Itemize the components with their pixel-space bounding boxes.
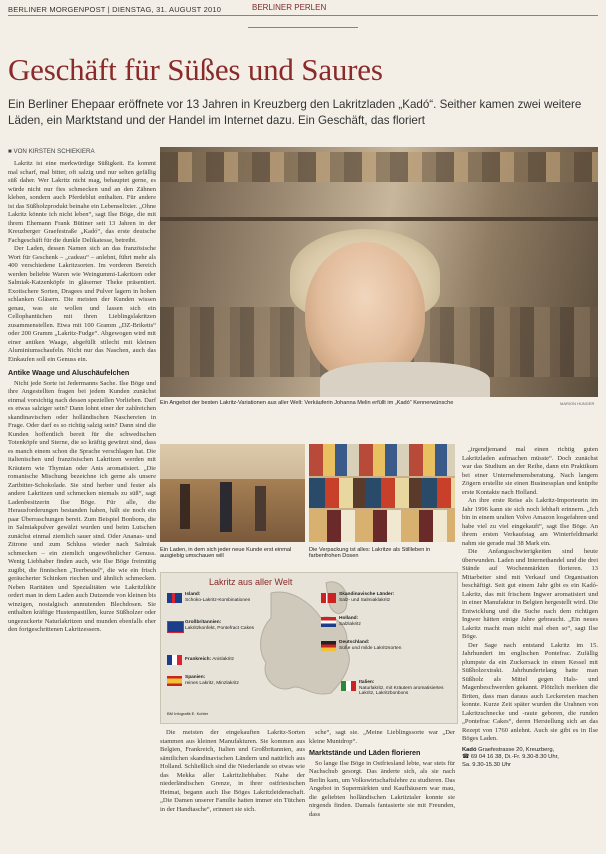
flag-germany-icon <box>321 641 336 651</box>
graphic-item-iceland: Island: Schoko-Lakritz-Kombinationen <box>185 592 251 603</box>
graphic-item-scandinavia: Skandinavische Länder: Salz- und Salmiaklakritz <box>339 592 395 603</box>
paragraph: Lakritz ist eine merkwürdige Süßigkeit. Es kommt mal scharf, mal bitter, oft salzig und nur selten gefällig süß daher. Wer Lakritz nicht mag, behauptet gerne, es würde nicht nur fies schmecken und an den Zähnen kleben, sondern auch Pferdeblut enthalten. Für andere ist das Süßholzprodukt beinahe ein Lebenselixier. „Ohne Lakritz könnte ich nicht leben“, sagt Ilse Böge, die mit ihrem Ehemann Frank Büttner seit 13 Jahren in der Kreuzberger Graefestraße „Kadó“, das erste deutsche Fachgeschäft für die dunkle Delikatesse, betreibt. <box>8 160 156 244</box>
graphic-item-germany: Deutschland: Süße und milde Lakritzsorten <box>339 640 402 651</box>
tins-photo-caption: Die Verpackung ist alles: Lakritze als Stillleben in farbenfrohen Dosen <box>309 547 431 559</box>
paragraph: So lange Ilse Böge in Ostfriesland lebte, war stets für Nachschub gesorgt. Das änderte sich, als sie nach Berlin kam, um Volkswirtschaftslehre zu studieren. Das Angebot in Supermärkten und Kaufhäusern war mau, die geliebten holländischen Lakritztaler konnte sie nirgends finden. Damals fantasierte sie mit Freunden, dass <box>309 759 455 818</box>
section-label: BERLINER PERLEN <box>252 3 327 12</box>
flag-iceland-icon <box>167 593 182 603</box>
paragraph: Die Anfangsschwierigkeiten sind heute überwunden. Laden und Internethandel und die drei Stände auf Wochenmärkten florieren. 13 Mitarbeiter sind mit Verkauf und Organisation beschäftigt. Seit gut einem Jahr gibt es ein Kadó-Lakritz, das mit frischem Ingwer aromatisiert und in einer Manufaktur in Belgien hergestellt wird. Die Entwicklung und die Suche nach dem richtigen Ingwer hätten einige Jahre gebraucht. „Ein neues Lakritz macht man nicht mal eben so“, sagt Ilse Böge. <box>462 548 598 640</box>
person-face <box>305 242 425 382</box>
paragraph: „irgendjemand mal einen richtig guten Lakritzladen aufmachen müsste“. Doch zunächst war das Studium an der Reihe, dann ein Praktikum bei einer Unternehmensberatung. Nach langem Zögern erstellte sie einen Businessplan und knüpfte erste Kontakte nach Holland. <box>462 446 598 496</box>
flag-uk-icon <box>167 621 184 633</box>
article-column-3 <box>309 729 455 819</box>
paragraph: An ihre erste Reise als Lakritz-Importeurin im Jahr 1996 kann sie sich noch lebhaft erinnern. „Ich bin in einem uralten Volvo Amazon losgefahren und habe viel zu viel eingekauft“, sagt Ilse Böge. An ihrem ersten Verkaufstag am Winterfeldtmarkt nahm sie gerade mal 38 Mark ein. <box>462 497 598 547</box>
shop-interior-photo <box>160 444 305 542</box>
graphic-item-spain: Spanien: reines Lakritz, Minzlakritz <box>185 675 239 686</box>
flag-france-icon <box>167 655 182 665</box>
paragraph: Der Sage nach entstand Lakritz im 15. Jahrhundert im englischen Pontefrac. Zufällig plumpste da ein Zuckersack in einen Kessel mit Süßholzextrakt. Jahrhundertelang hatte man Süßholz als Mittel gegen Hals- und Magenbeschwerden gekannt. Plötzlich merkten die Briten, dass man daraus auch Leckereien machen konnte. Kurze Zeit später wurden die Urahnen von Lakritzschnecke und -raute geboren, die runden „Pontefrac Cakes“, deren Herstellung sich an das Rezept von 1760 anlehnt. Auch sie gibt es in Ilse Böges Laden. <box>462 641 598 742</box>
graphic-item-france: Frankreich: Anislakritz <box>185 657 235 662</box>
masthead: BERLINER MORGENPOST | DIENSTAG, 31. AUGUST 2010 <box>8 5 222 14</box>
section-rule <box>248 27 358 28</box>
paragraph: sche“, sagt sie. „Meine Lieblingssorte war „Der kleine Muntdrop“. <box>309 729 455 745</box>
person-shirt <box>320 362 490 397</box>
article-deck: Ein Berliner Ehepaar eröffnete vor 13 Jahren in Kreuzberg den Lakritzladen „Kadó“. Seither kamen zwei weitere Läden, ein Marktstand und der Handel im Internet dazu. Ein Geschäft, das floriert <box>8 98 582 127</box>
flag-italy-icon <box>341 681 356 691</box>
byline: ■ VON KIRSTEN SCHIEKIERA <box>8 148 95 155</box>
paragraph: Der Laden, dessen Namen sich an das französische Wort für Geschenk – „cadeau“ – anlehnt, führt mehr als 400 verschiedene Lakritzsorten. Im vorderen Bereich werden beliebte Waren wie Weingummi-Lakritzen oder Salmiak-Katzenköpfe in gläserner Theke präsentiert. Exotischere Sorten, Dragees und Pulver lagern in hohen schlanken Gläsern. Die meisten der Kunden wissen genau, was sie wollen und lassen sich ein Cellophantüchen mit ihren Lieblingslakritzen zusammenstellen. Etwa mit 100 Gramm „DZ-Briketts“ oder 200 Gramm „Lakritz-Fudge“. Abgewogen wird mit einer antiken Waage, abgefüllt stilecht mit kleinen Aluminiumschaufeln. Nicht nur das Naschen, auch das Einkaufen soll ein Genuss ein. <box>8 245 156 363</box>
graphic-item-uk: Großbritannien: Lakritzkonfekt, Pontefract Cakes <box>185 620 255 631</box>
flag-holland-icon <box>321 617 336 627</box>
paragraph: Nicht jede Sorte ist Jedermanns Sache. Ilse Böge und ihre Angestellten fragen bei jedem Kunden zunächst einmal vorsichtig nach dessen speziellen Vorlieben. Darf es etwas salziger sein? Dann lohnt einer der zahlreichen skandinavischen oder holländischen Naschereien in Frage. Oder darf es so richtig salzig sein? Dann sind die Kunden hoffentlich bereit für die schwedischen Totenköpfe und Sterne, die so kräftig gewürzt sind, dass es manch einem schon die Sprache verschlagen hat. Die italienischen und französischen Lakritzen werden mit Kräutern wie Thymian oder Anis aromatisiert. „Die romanische Mischung bezeichne ich gerne als unsere Zartbitter-Schokolade. Sie sind herber und fester als andere Lakritzen und schmecken niemals zu süß“, sagt Ladenbesitzerin Ilse Böge. Für alle, die Herausforderungen bestanden haben, hält sie noch ein paar Überraschungen bereit. Zum Beispiel Bonbons, die in Salmiakpulver gewälzt wurden und beim Lutschen zunächst einmal ziemlich sauer sind. Oder Ananas- und Zitrone und zum Schluss wieder nach Salmiak schmecken – ein ziemlich ungewöhnlicher Genuss. Wenig Liebhaber finden auch, wie Ilse Böge freimütig zugibt, die finnischen „Teerbeutel“, die wie ein frisch geräucherter Schinken riechen und ähnlich schmecken. Neben Raritäten und Spezialitäten wie Lakritzlikör ordert man in dem Laden auch Dutzende von kleinen bis winzigen, nostalgisch anmutenden Blechdosen. Sie enthalten kräftige Hustenpastillen, kurze Süßholzer oder ungezuckerte Naturlakritzen und munden ebenfalls eher den fortgeschrittenen Lakritzessern. <box>8 379 156 633</box>
article-column-4 <box>462 446 598 769</box>
graphic-item-italy: Italien: Naturlakritz, mit Kräutern aromatisiertes Lakritz, Lakritzbonbons <box>359 680 444 697</box>
article-column-2 <box>160 729 305 814</box>
subheading: Antike Waage und Aluschäufelchen <box>8 368 130 377</box>
infographic-credit: BM Infografik E. Kohler <box>167 711 209 716</box>
subheading: Marktstände und Läden florieren <box>309 748 421 757</box>
paragraph: Die meisten der eingekauften Lakritz-Sorten stammen aus kleinen Manufakturen. Sie kommen aus Belgien, Frankreich, Italien und Großbritannien, aus sämtlichen skandinavischen Ländern und natürlich aus Holland. Schließlich sind die Niederlande so etwas wie das Mekka aller Lakritzliebhaber. Nahe der niederländischen Grenze, in ihrer ostfriesischen Heimat, begann auch Ilse Böges Lakritzleidenschaft. „Die Damen unserer Familie hatten immer ein Tütchen in der Handtasche“, erinnert sie sich. <box>160 729 305 813</box>
photo-credit: MARION HUNGER <box>560 401 595 406</box>
tins-still-life-photo <box>309 444 455 542</box>
main-photo-caption: Ein Angebot der besten Lakritz-Variationen aus aller Welt: Verkäuferin Johanna Melin erfüllt im „Kadó“ Kennerwünsche <box>160 400 454 406</box>
shop-photo-caption: Ein Laden, in dem sich jeder neue Kunde erst einmal ausgiebig umschauen will <box>160 547 292 559</box>
main-photo <box>160 147 598 397</box>
article-title: Geschäft für Süßes und Saures <box>8 52 383 87</box>
masthead-rule <box>8 15 598 16</box>
flag-scandinavia-icon <box>321 593 336 603</box>
infographic-title: Lakritz aus aller Welt <box>209 577 293 587</box>
shop-address: Kadó Graefestrasse 20, Kreuzberg, ☎ 69 04 16 38, Di.-Fr. 9.30-8.30 Uhr, Sa. 9.30-15.30 Uhr <box>462 746 559 768</box>
graphic-item-holland: Holland: Salzlakritz <box>339 616 361 627</box>
infographic-map <box>160 572 458 724</box>
flag-spain-icon <box>167 676 182 686</box>
article-column-1 <box>8 160 156 635</box>
